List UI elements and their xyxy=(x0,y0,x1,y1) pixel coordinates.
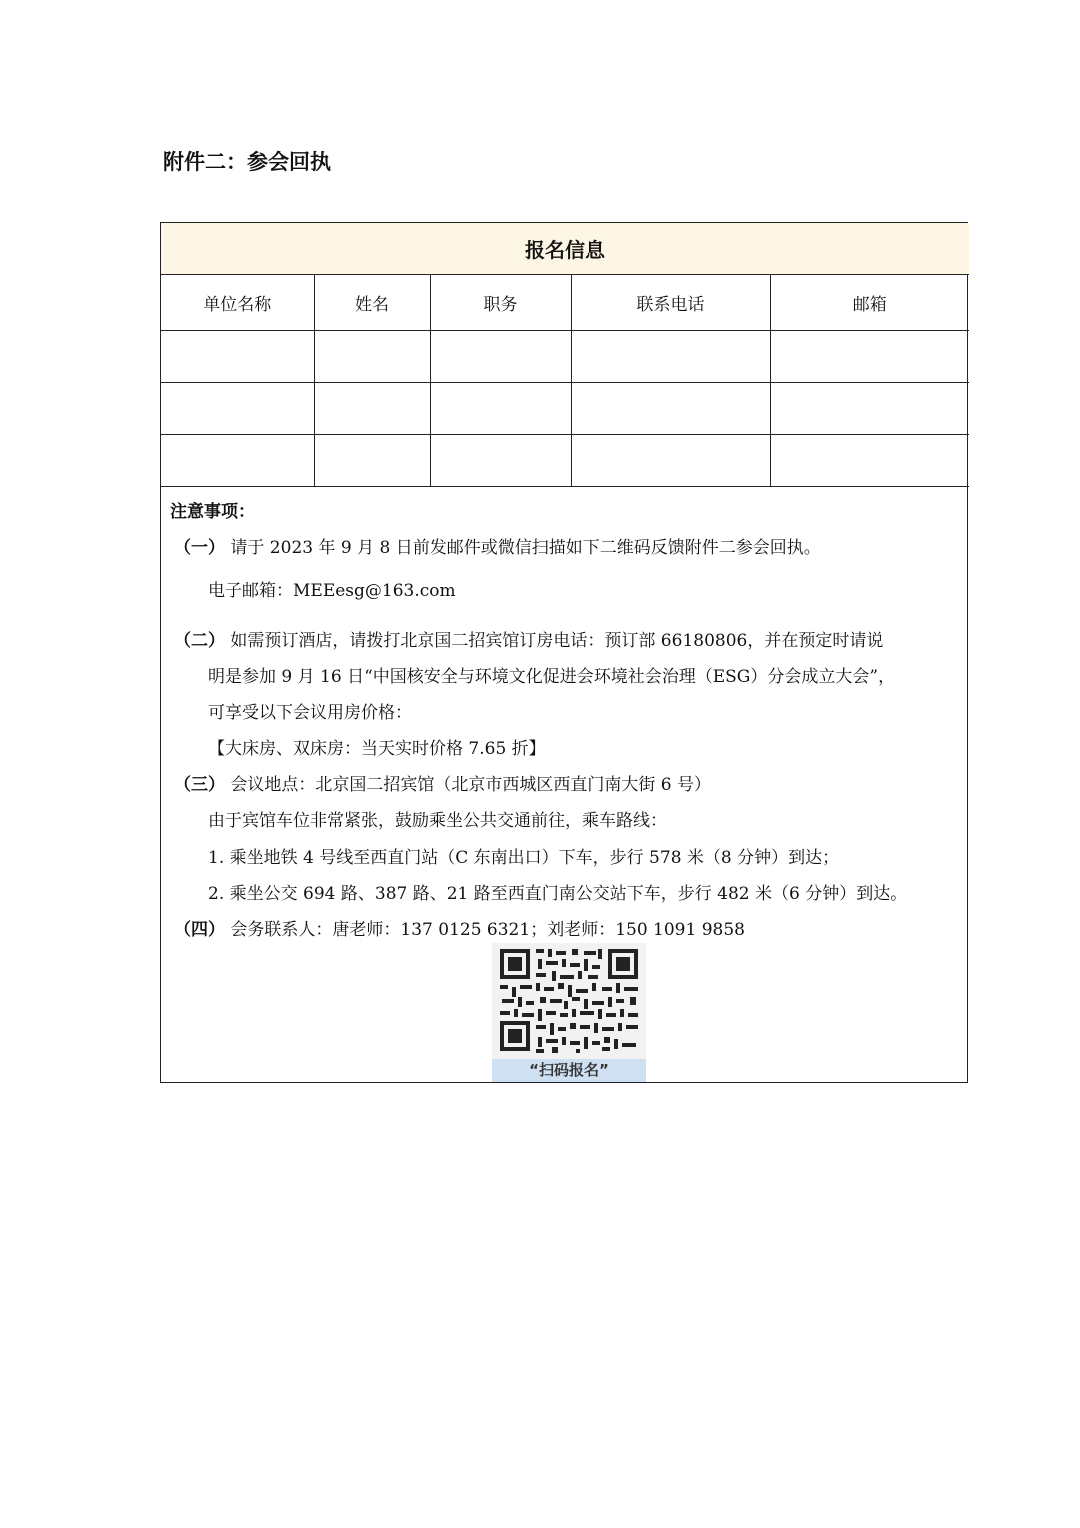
cell-email[interactable] xyxy=(770,435,969,487)
note-text: 会议地点：北京国二招宾馆（北京市西城区西直门南大街 6 号） xyxy=(230,775,712,795)
note-marker: （三） xyxy=(174,775,225,795)
cell-email[interactable] xyxy=(770,331,969,383)
cell-organization[interactable] xyxy=(161,331,314,383)
cell-name[interactable] xyxy=(314,331,430,383)
route-item-1: 1. 乘坐地铁 4 号线至西直门站（C 东南出口）下车，步行 578 米（8 分钟）到达； xyxy=(208,848,840,868)
note-marker: （四） xyxy=(174,920,225,940)
cell-email[interactable] xyxy=(770,383,969,435)
page-title: 附件二：参会回执 xyxy=(163,150,331,174)
table-row xyxy=(161,331,969,383)
table-header: 报名信息 xyxy=(161,223,969,275)
note-text: 如需预订酒店，请拨打北京国二招宾馆订房电话：预订部 66180806，并在预定时请说 xyxy=(230,631,884,651)
note-marker: （一） xyxy=(174,538,225,558)
cell-phone[interactable] xyxy=(571,435,770,487)
cell-position[interactable] xyxy=(430,331,571,383)
note-marker: （二） xyxy=(174,631,225,651)
table-row xyxy=(161,383,969,435)
note-text: 请于 2023 年 9 月 8 日前发邮件或微信扫描如下二维码反馈附件二参会回执。 xyxy=(230,538,821,558)
cell-organization[interactable] xyxy=(161,383,314,435)
cell-name[interactable] xyxy=(314,383,430,435)
registration-form xyxy=(160,222,968,1083)
note-email: 电子邮箱：MEEesg@163.com xyxy=(208,581,456,601)
note-item-1 xyxy=(174,533,821,558)
cell-organization[interactable] xyxy=(161,435,314,487)
qr-code[interactable] xyxy=(492,943,646,1059)
table-row xyxy=(161,435,969,487)
route-item-2: 2. 乘坐公交 694 路、387 路、21 路至西直门南公交站下车，步行 482 米（6 分钟）到达。 xyxy=(208,884,908,904)
qr-code-block[interactable] xyxy=(492,943,646,1082)
note-item-2 xyxy=(174,626,883,651)
cell-phone[interactable] xyxy=(571,383,770,435)
note-price: 【大床房、双床房：当天实时价格 7.65 折】 xyxy=(208,739,546,759)
registration-table xyxy=(161,223,969,487)
qr-caption: “扫码报名” xyxy=(492,1059,646,1082)
note-text-line: 可享受以下会议用房价格： xyxy=(208,703,412,723)
cell-position[interactable] xyxy=(430,383,571,435)
column-header-email: 邮箱 xyxy=(770,275,969,331)
notes-heading: 注意事项： xyxy=(170,502,255,522)
cell-phone[interactable] xyxy=(571,331,770,383)
note-item-3 xyxy=(174,770,711,795)
column-header-name: 姓名 xyxy=(314,275,430,331)
column-header-organization: 单位名称 xyxy=(161,275,314,331)
column-header-phone: 联系电话 xyxy=(571,275,770,331)
cell-position[interactable] xyxy=(430,435,571,487)
note-text-line: 由于宾馆车位非常紧张，鼓励乘坐公共交通前往，乘车路线： xyxy=(208,811,667,831)
note-item-4 xyxy=(174,915,745,940)
note-text-line: 明是参加 9 月 16 日“中国核安全与环境文化促进会环境社会治理（ESG）分会成立大会”， xyxy=(208,667,896,687)
cell-name[interactable] xyxy=(314,435,430,487)
column-header-position: 职务 xyxy=(430,275,571,331)
note-text: 会务联系人：唐老师：137 0125 6321；刘老师：150 1091 9858 xyxy=(230,920,745,940)
